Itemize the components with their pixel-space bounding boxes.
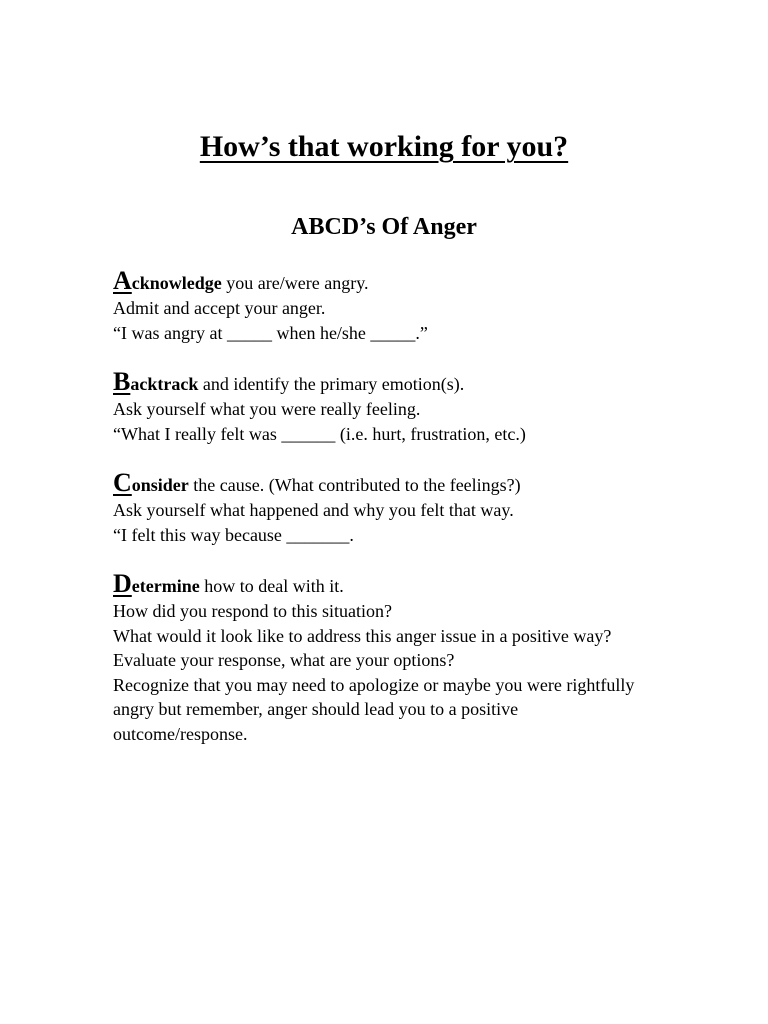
section-determine: [113, 571, 653, 746]
section-keyword: cknowledge: [131, 273, 222, 293]
section-heading-text: the cause. (What contributed to the feelings?): [188, 475, 521, 495]
page-title-text: How’s that working for you?: [199, 130, 569, 163]
section-heading: [113, 571, 653, 599]
section-heading-text: how to deal with it.: [199, 576, 344, 596]
section-line: Ask yourself what happened and why you felt that way.: [113, 500, 514, 520]
section-initial-letter: C: [113, 468, 132, 497]
section-keyword: onsider: [131, 475, 189, 495]
section-line: “I felt this way because _______.: [113, 524, 354, 545]
section-line: “What I really felt was ______ (i.e. hurt, frustration, etc.): [113, 423, 526, 444]
section-line: “I was angry at _____ when he/she _____.”: [113, 322, 428, 343]
section-acknowledge: [113, 268, 653, 345]
section-consider: [113, 470, 653, 547]
section-heading-text: and identify the primary emotion(s).: [198, 374, 465, 394]
section-backtrack: [113, 369, 653, 446]
section-heading-text: you are/were angry.: [221, 273, 369, 293]
section-line: Admit and accept your anger.: [113, 298, 326, 318]
page-title: [0, 128, 768, 166]
page-subtitle: ABCD’s Of Anger: [291, 214, 477, 240]
section-line: Evaluate your response, what are your options?: [113, 650, 455, 670]
section-heading: [113, 470, 653, 498]
section-line: Ask yourself what you were really feeling.: [113, 399, 421, 419]
section-initial-letter: D: [113, 569, 132, 598]
section-initial-letter: B: [113, 367, 131, 396]
section-heading: [113, 268, 653, 296]
section-line: Recognize that you may need to apologize or maybe you were rightfully angry but remember, anger should lead you to a positive outcome/response.: [113, 674, 635, 744]
section-keyword: acktrack: [130, 374, 199, 394]
section-initial-letter: A: [113, 266, 132, 295]
section-line: How did you respond to this situation?: [113, 601, 392, 621]
section-heading: [113, 369, 653, 397]
section-line: What would it look like to address this anger issue in a positive way?: [113, 625, 612, 646]
section-keyword: etermine: [131, 576, 200, 596]
